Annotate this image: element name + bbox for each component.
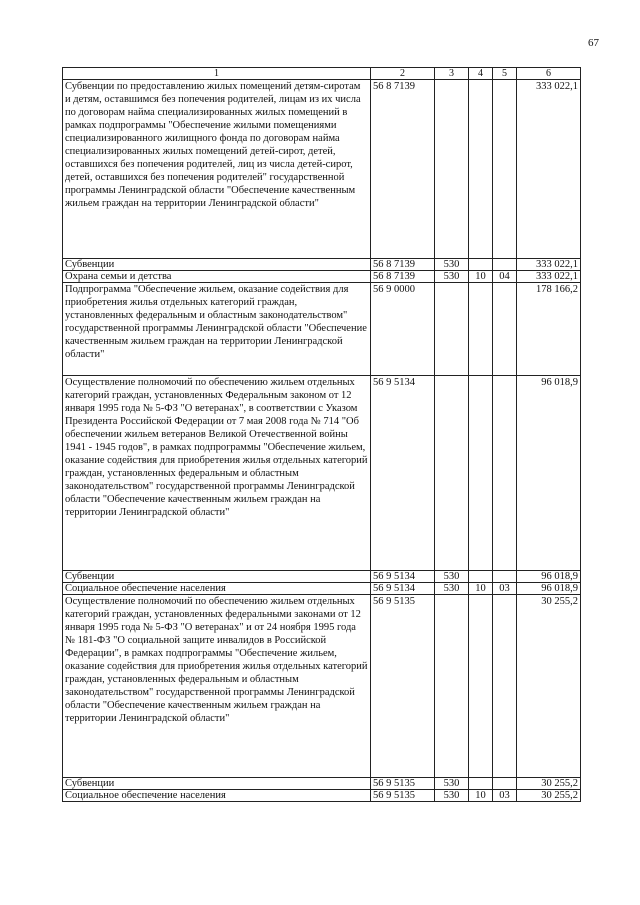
row-vr <box>435 595 469 778</box>
row-rz: 10 <box>469 271 493 283</box>
row-pr: 04 <box>493 271 517 283</box>
row-pr: 03 <box>493 790 517 802</box>
row-name: Осуществление полномочий по обеспечению жильем отдельных категорий граждан, установленных федеральными законами от 12 января 1995 года № 5-ФЗ "О ветеранах" и от 24 ноября 1995 года № 181-ФЗ "О социальной защите инвалидов в Российской Федерации", в рамках подпрограммы "Обеспечение жильем, оказание содействия для приобретения жилья отдельных категорий граждан, установленных федеральным и областным законодательством" государственной программы Ленинградской области "Обеспечение качественным жильем граждан на территории Ленинградской области" <box>63 595 371 778</box>
row-name: Субвенции по предоставлению жилых помещений детям-сиротам и детям, оставшимся без попечения родителей, лицам из их числа по договорам найма специализированных жилых помещений в рамках подпрограммы "Обеспечение жилыми помещениями специализированного жилищного фонда по договорам найма специализированных жилых помещений детей-сирот, детей, оставшихся без попечения родителей, лиц из числа детей-сирот, детей, оставшихся без попечения родителей" государственной программы Ленинградской области "Обеспечение качественным жильем граждан на территории Ленинградской области" <box>63 80 371 259</box>
table-row <box>63 583 581 595</box>
row-pr <box>493 259 517 271</box>
col-header-amount: 6 <box>517 68 581 80</box>
row-code: 56 9 5135 <box>371 595 435 778</box>
header-row <box>63 68 581 80</box>
table-row <box>63 283 581 376</box>
row-amount: 333 022,1 <box>517 259 581 271</box>
row-name: Субвенции <box>63 571 371 583</box>
page-number: 67 <box>588 37 599 49</box>
row-name: Подпрограмма "Обеспечение жильем, оказание содействия для приобретения жилья отдельных категорий граждан, установленных федеральным и областным законодательством" государственной программы Ленинградской области "Обеспечение качественным жильем граждан на территории Ленинградской области" <box>63 283 371 376</box>
row-vr: 530 <box>435 571 469 583</box>
row-code: 56 9 5135 <box>371 778 435 790</box>
row-code: 56 8 7139 <box>371 80 435 259</box>
row-pr <box>493 376 517 571</box>
row-name: Осуществление полномочий по обеспечению жильем отдельных категорий граждан, установленных Федеральным законом от 12 января 1995 года № 5-ФЗ "О ветеранах", в соответствии с Указом Президента Российской Федерации от 7 мая 2008 года № 714 "Об обеспечении жильем ветеранов Великой Отечественной войны 1941 - 1945 годов", в рамках подпрограммы "Обеспечение жильем, оказание содействия для приобретения жилья отдельных категорий граждан, установленных федеральным и областным законодательством" государственной программы Ленинградской области "Обеспечение качественным жильем граждан на территории Ленинградской области" <box>63 376 371 571</box>
row-amount: 96 018,9 <box>517 376 581 571</box>
col-header-code: 2 <box>371 68 435 80</box>
row-vr: 530 <box>435 271 469 283</box>
row-pr <box>493 571 517 583</box>
col-header-rz: 4 <box>469 68 493 80</box>
row-rz <box>469 376 493 571</box>
row-amount: 30 255,2 <box>517 778 581 790</box>
row-vr <box>435 283 469 376</box>
row-rz <box>469 595 493 778</box>
col-header-vr: 3 <box>435 68 469 80</box>
row-rz <box>469 80 493 259</box>
row-rz <box>469 283 493 376</box>
row-code: 56 9 5134 <box>371 583 435 595</box>
row-vr: 530 <box>435 583 469 595</box>
table-row <box>63 259 581 271</box>
row-name: Субвенции <box>63 259 371 271</box>
row-vr: 530 <box>435 259 469 271</box>
table-row <box>63 778 581 790</box>
row-vr <box>435 376 469 571</box>
table-row <box>63 595 581 778</box>
col-header-pr: 5 <box>493 68 517 80</box>
row-pr <box>493 778 517 790</box>
row-amount: 333 022,1 <box>517 80 581 259</box>
row-vr <box>435 80 469 259</box>
row-amount: 30 255,2 <box>517 790 581 802</box>
row-amount: 30 255,2 <box>517 595 581 778</box>
row-pr <box>493 283 517 376</box>
row-pr <box>493 595 517 778</box>
row-code: 56 9 5135 <box>371 790 435 802</box>
row-name: Субвенции <box>63 778 371 790</box>
row-code: 56 9 5134 <box>371 571 435 583</box>
table-row <box>63 376 581 571</box>
row-code: 56 8 7139 <box>371 259 435 271</box>
row-amount: 333 022,1 <box>517 271 581 283</box>
budget-table <box>62 67 581 802</box>
row-vr: 530 <box>435 778 469 790</box>
table-row <box>63 271 581 283</box>
row-code: 56 8 7139 <box>371 271 435 283</box>
row-amount: 178 166,2 <box>517 283 581 376</box>
row-rz <box>469 259 493 271</box>
row-code: 56 9 0000 <box>371 283 435 376</box>
row-amount: 96 018,9 <box>517 583 581 595</box>
row-name: Социальное обеспечение населения <box>63 790 371 802</box>
row-rz <box>469 778 493 790</box>
row-rz <box>469 571 493 583</box>
table-row <box>63 571 581 583</box>
table-row <box>63 80 581 259</box>
row-pr <box>493 80 517 259</box>
row-pr: 03 <box>493 583 517 595</box>
row-rz: 10 <box>469 583 493 595</box>
row-name: Охрана семьи и детства <box>63 271 371 283</box>
row-amount: 96 018,9 <box>517 571 581 583</box>
row-rz: 10 <box>469 790 493 802</box>
row-vr: 530 <box>435 790 469 802</box>
row-name: Социальное обеспечение населения <box>63 583 371 595</box>
col-header-name: 1 <box>63 68 371 80</box>
row-code: 56 9 5134 <box>371 376 435 571</box>
table-row <box>63 790 581 802</box>
